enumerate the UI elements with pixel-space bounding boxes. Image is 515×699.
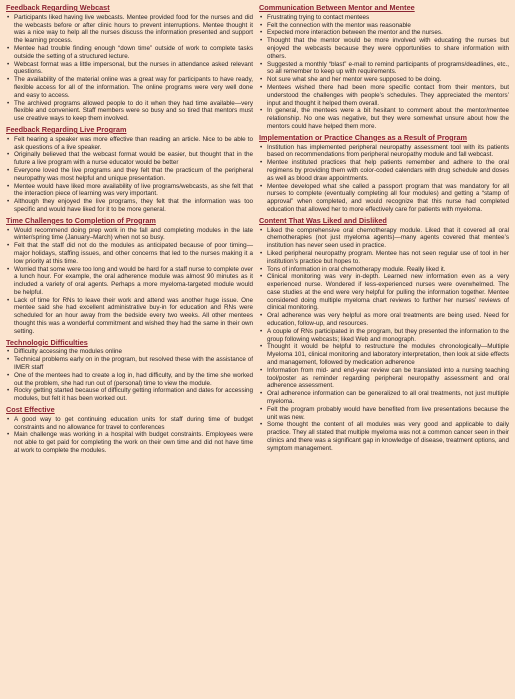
list-item: • Thought that the mentor would be more involved with educating the nurses but enjoyed the webcasts because they were opportunities to share information with others.: [259, 37, 509, 60]
bullet-list: [259, 144, 509, 214]
section-title: Cost Effective: [6, 405, 55, 415]
section-title: Technologic Difficulties: [6, 337, 88, 347]
bullet-list: [6, 14, 253, 123]
list-item: • Webcast format was a little impersonal, but the nurses in attendance asked relevant questions.: [6, 61, 253, 77]
list-item: • Information from mid- and end-year review can be translated into a nursing teaching tool/poster as reminder regarding peripheral neuropathy assessment and oral adherence assessment.: [259, 367, 509, 390]
list-item: • The archived programs allowed people to do it when they had time available—very flexible and convenient. Staff members were so busy and so tired that mentors must use creative ways to keep them involved.: [6, 100, 253, 123]
list-item: • Felt that the staff did not do the modules as anticipated because of poor timing—major holidays, staffing issues, and other concerns that led to the nurses making it a low priority at this time.: [6, 242, 253, 265]
bullet-list: [6, 227, 253, 336]
bullet-list: [6, 348, 253, 403]
bullet-list: [259, 14, 509, 131]
bullet-list: [259, 227, 509, 453]
bullet-list: [6, 416, 253, 455]
list-item: • Suggested a monthly “blast” e-mail to remind participants of programs/deadlines, etc., so all remember to keep up with requirements.: [259, 61, 509, 77]
list-item: • Mentee would have liked more availability of live programs/webcasts, as she felt that the interaction piece of learning was very important.: [6, 183, 253, 199]
list-item: • Liked peripheral neuropathy program. Mentee has not seen regular use of tool in her institution’s practice but hopes to.: [259, 250, 509, 266]
section-content-that-was-liked-and-disliked: [259, 217, 509, 453]
list-item: • Difficulty accessing the modules online: [6, 348, 253, 356]
list-item: • Would recommend doing prep work in the fall and completing modules in the late winter/spring time (January–March) when not so busy.: [6, 227, 253, 243]
list-item: • Mentee developed what she called a passport program that was mandatory for all nurses to complete (eventually completing all four modules) and getting a “stamp of approval” when completed, and would recognize that this nurse had completed education that allowed her to more effectively care for patients with myeloma.: [259, 183, 509, 214]
section-title: Implementation or Practice Changes as a Result of Program: [259, 132, 468, 142]
list-item: • Frustrating trying to contact mentees: [259, 14, 509, 22]
list-item: • Clinical monitoring was very in-depth. Learned new information even as a very experienced nurse. Wondered if less-experienced nurses were overwhelmed. The case studies at the end were very helpful for pulling the information together. Mentee considered doing multiple myeloma chart reviews to further her nurses’ reviews of clinical monitoring.: [259, 273, 509, 312]
list-item: • Oral adherence was very helpful as more oral treatments are being used. Need for education, follow-up, and resources.: [259, 312, 509, 328]
section-title: Content That Was Liked and Disliked: [259, 215, 387, 225]
list-item: • Originally believed that the webcast format would be easier, but thought that in the future a live program with a nurse educator would be better: [6, 151, 253, 167]
list-item: • Institution has implemented peripheral neuropathy assessment tool with its patients based on recommendations from peripheral neuropathy module and fall webcast.: [259, 144, 509, 160]
list-item: • The availability of the material online was a great way for participants to have ready, flexible access for all of the information. The online programs were very well done and easy to access.: [6, 76, 253, 99]
list-item: • Participants liked having live webcasts. Mentee provided food for the nurses and did the webcasts before or after clinic hours to prevent interruptions. Mentee thought it was a nice way to help all the nurses discuss the information presented and support the learning process.: [6, 14, 253, 45]
section-title: Communication Between Mentor and Mentee: [259, 3, 415, 12]
list-item: • Mentee had trouble finding enough “down time” outside of work to complete tasks outside the setting of a structured lecture.: [6, 45, 253, 61]
left-column: [6, 4, 253, 699]
section-feedback-regarding-live-program: [6, 126, 253, 214]
list-item: • Felt hearing a speaker was more effective than reading an article. Nice to be able to ask questions of a live speaker.: [6, 136, 253, 152]
list-item: • A good way to get continuing education units for staff during time of budget constraints and no allowance for travel to conferences: [6, 416, 253, 432]
list-item: • Rocky getting started because of difficulty getting information and dates for accessing modules, but felt it has been worked out.: [6, 387, 253, 403]
section-title: Feedback Regarding Webcast: [6, 3, 110, 12]
list-item: • Thought it would be helpful to restructure the modules chronologically—Multiple Myeloma 101, clinical monitoring and laboratory interpretation, then look at side effects and management, followed by medication adherence: [259, 343, 509, 366]
list-item: • Lack of time for RNs to leave their work and attend was another huge issue. One mentee said she had excellent administrative buy-in for education and RNs were scheduled for an hour away from the bedside every two weeks. All other mentees thought this was a wonderful commitment and wished they had the same in their own setting.: [6, 297, 253, 336]
list-item: • Technical problems early on in the program, but resolved these with the assistance of IMER staff: [6, 356, 253, 372]
list-item: • In general, the mentees were a bit hesitant to comment about the mentor/mentee relationship. No one was negative, but they were somewhat unsure about how the mentors could have helped them more.: [259, 107, 509, 130]
section-communication-between-mentor-and-mentee: [259, 4, 509, 131]
list-item: • Tons of information in oral chemotherapy module. Really liked it.: [259, 266, 509, 274]
list-item: • Felt the connection with the mentor was reasonable: [259, 22, 509, 30]
list-item: • Felt the program probably would have benefited from live presentations because the unit was new.: [259, 406, 509, 422]
list-item: • Mentee instituted practices that help patients remember and adhere to the oral regimens by providing them with color-coded calendars with drug schedule and doses as well as blood draw appointments.: [259, 159, 509, 182]
list-item: • Mentees wished there had been more specific contact from their mentors, but understood the challenges with people’s schedules. They appreciated the mentors’ input and thought it helped them overall.: [259, 84, 509, 107]
list-item: • One of the mentees had to create a log in, had difficulty, and by the time she worked out the problem, she had run out of (personal) time to view the module.: [6, 372, 253, 388]
list-item: • A couple of RNs participated in the program, but they presented the information to the group following webcasts; liked Web and monograph.: [259, 328, 509, 344]
section-technologic-difficulties: [6, 339, 253, 403]
list-item: • Liked the comprehensive oral chemotherapy module. Liked that it covered all oral chemotherapies (not just myeloma agents)—many agents covered that mentee’s institution has never seen used in practice.: [259, 227, 509, 250]
list-item: • Expected more interaction between the mentor and the nurses.: [259, 29, 509, 37]
right-column: [259, 4, 509, 699]
section-title: Time Challenges to Completion of Program: [6, 215, 156, 225]
list-item: • Although they enjoyed the live programs, they felt that the information was too specific and would have liked for it to be more general.: [6, 198, 253, 214]
list-item: • Main challenge was working in a hospital with budget constraints. Employees were not able to get paid for completing the work on their own time and did not have time at work to complete the modules.: [6, 431, 253, 454]
list-item: • Some thought the content of all modules was very good and applicable to daily practice. They all stated that multiple myeloma was not a common cancer seen in their clinics and there was a significant gap in knowledge of disease, treatment options, and symptom management.: [259, 421, 509, 452]
bullet-list: [6, 136, 253, 214]
section-feedback-regarding-webcast: [6, 4, 253, 123]
list-item: • Not sure what she and her mentor were supposed to be doing.: [259, 76, 509, 84]
section-cost-effective: [6, 406, 253, 455]
section-time-challenges-to-completion-of-program: [6, 217, 253, 336]
section-implementation-or-practice-changes-as-a-result-of-program: [259, 134, 509, 214]
list-item: • Oral adherence information can be generalized to all oral treatments, not just multiple myeloma.: [259, 390, 509, 406]
list-item: • Worried that some were too long and would be hard for a staff nurse to complete over a lunch hour. For example, the oral adherence module was almost 90 minutes as it included a variety of oral agents. Perhaps a more myeloma-targeted module would be helpful.: [6, 266, 253, 297]
section-title: Feedback Regarding Live Program: [6, 124, 127, 134]
list-item: • Everyone loved the live programs and they felt that the practicum of the peripheral neuropathy was most helpful and unique presentation.: [6, 167, 253, 183]
